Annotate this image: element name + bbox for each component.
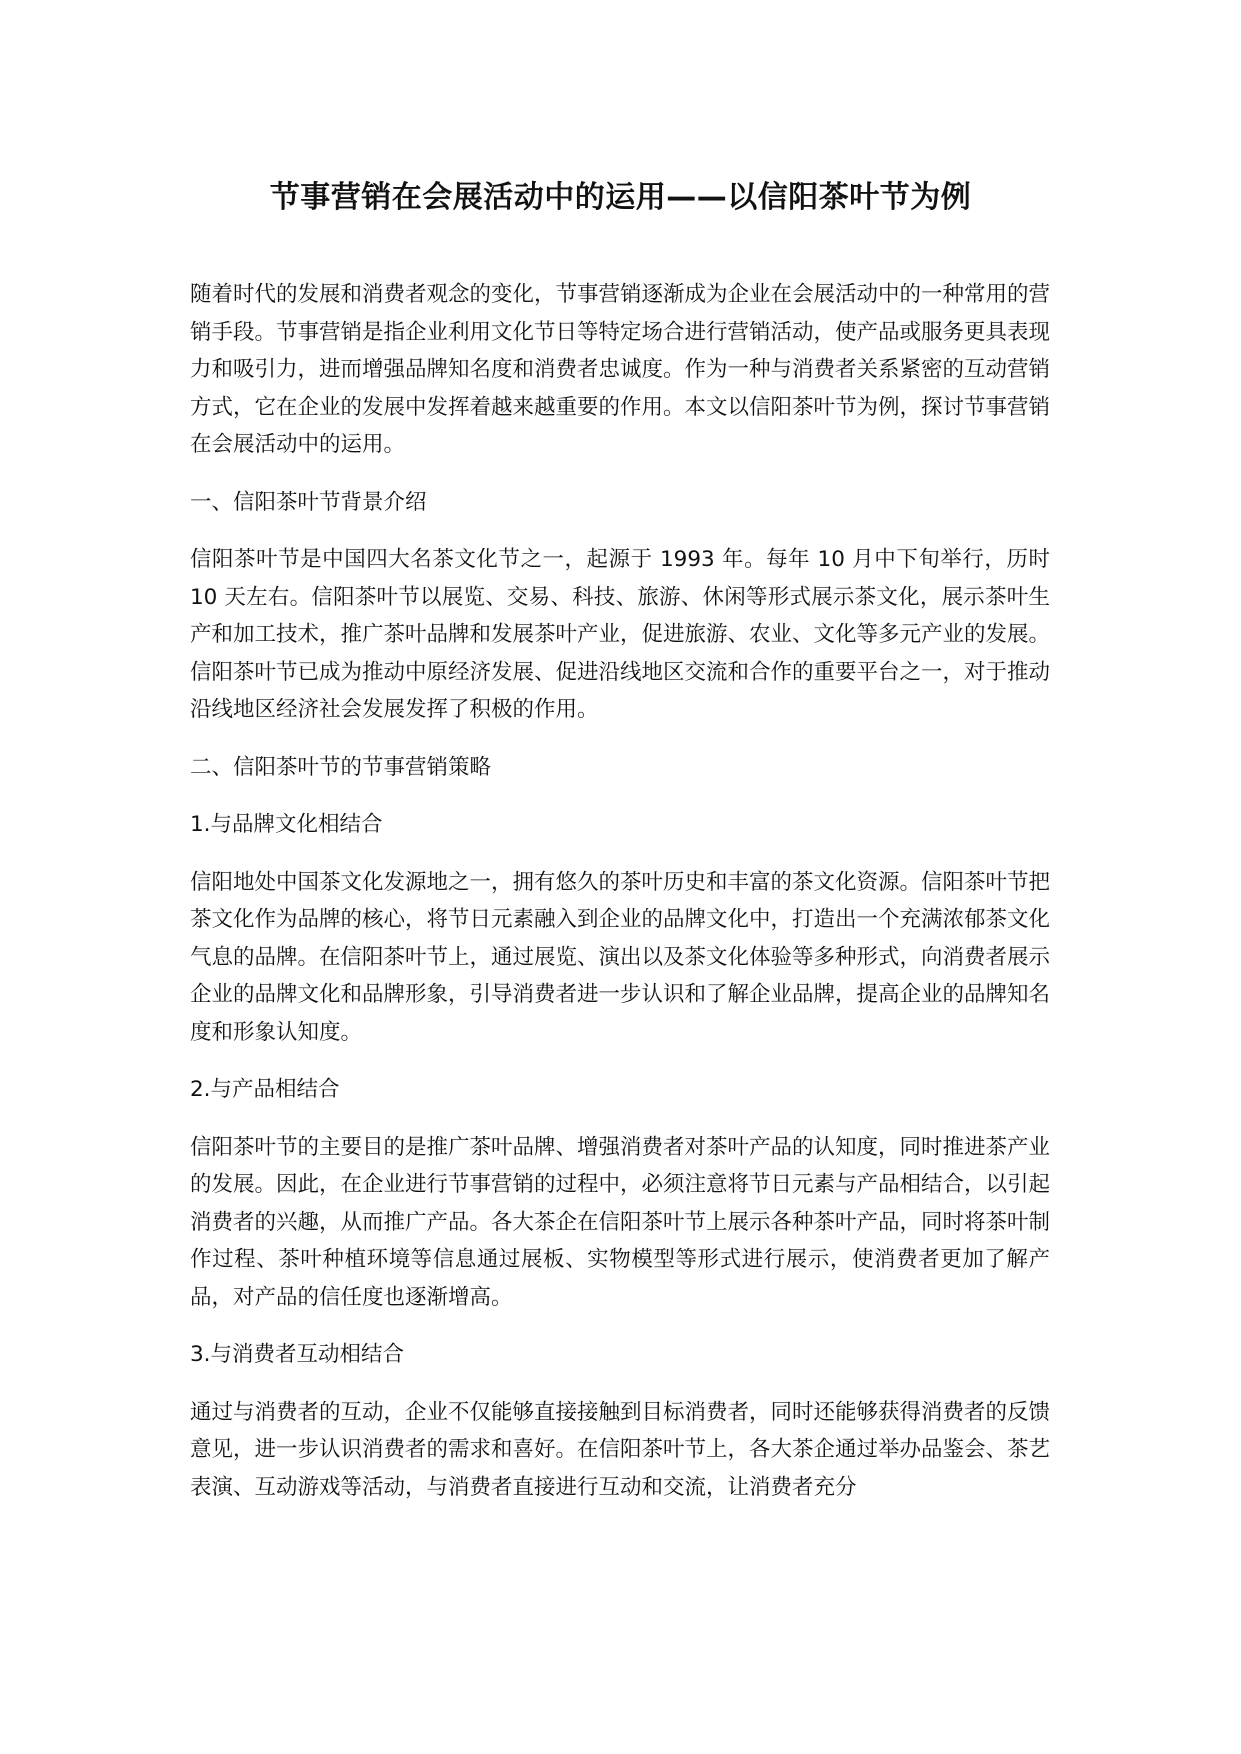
section-heading-strategy: 二、信阳茶叶节的节事营销策略 xyxy=(190,754,492,780)
section-heading-background: 一、信阳茶叶节背景介绍 xyxy=(190,489,427,515)
subheading-brand-culture: 1.与品牌文化相结合 xyxy=(190,812,383,837)
background-paragraph: 信阳茶叶节是中国四大名茶文化节之一，起源于 1993 年。每年 10 月中下旬举行，历时 10 天左右。信阳茶叶节以展览、交易、科技、旅游、休闲等形式展示茶文化，展示茶叶生产和加工技术，推广茶叶品牌和发展茶叶产业，促进旅游、农业、文化等多元产业的发展。信阳茶叶节已成为推动中原经济发展、促进沿线地区交流和合作的重要平台之一，对于推动沿线地区经济社会发展发挥了积极的作用。 xyxy=(190,547,1051,722)
subheading-product: 2.与产品相结合 xyxy=(190,1077,340,1102)
page-title: 节事营销在会展活动中的运用——以信阳茶叶节为例 xyxy=(269,180,972,215)
document-body xyxy=(190,276,1050,1526)
subheading-consumer-interaction: 3.与消费者互动相结合 xyxy=(190,1342,405,1367)
product-paragraph: 信阳茶叶节的主要目的是推广茶叶品牌、增强消费者对茶叶产品的认知度，同时推进茶产业的发展。因此，在企业进行节事营销的过程中，必须注意将节日元素与产品相结合，以引起消费者的兴趣，从而推广产品。各大茶企在信阳茶叶节上展示各种茶叶产品，同时将茶叶制作过程、茶叶种植环境等信息通过展板、实物模型等形式进行展示，使消费者更加了解产品，对产品的信任度也逐渐增高。 xyxy=(190,1134,1051,1310)
intro-paragraph: 随着时代的发展和消费者观念的变化，节事营销逐渐成为企业在会展活动中的一种常用的营销手段。节事营销是指企业利用文化节日等特定场合进行营销活动，使产品或服务更具表现力和吸引力，进而增强品牌知名度和消费者忠诚度。作为一种与消费者关系紧密的互动营销方式，它在企业的发展中发挥着越来越重要的作用。本文以信阳茶叶节为例，探讨节事营销在会展活动中的运用。 xyxy=(190,282,1051,457)
consumer-interaction-paragraph: 通过与消费者的互动，企业不仅能够直接接触到目标消费者，同时还能够获得消费者的反馈意见，进一步认识消费者的需求和喜好。在信阳茶叶节上，各大茶企通过举办品鉴会、茶艺表演、互动游戏等活动，与消费者直接进行互动和交流，让消费者充分 xyxy=(190,1399,1051,1500)
brand-culture-paragraph: 信阳地处中国茶文化发源地之一，拥有悠久的茶叶历史和丰富的茶文化资源。信阳茶叶节把茶文化作为品牌的核心，将节日元素融入到企业的品牌文化中，打造出一个充满浓郁茶文化气息的品牌。在信阳茶叶节上，通过展览、演出以及茶文化体验等多种形式，向消费者展示企业的品牌文化和品牌形象，引导消费者进一步认识和了解企业品牌，提高企业的品牌知名度和形象认知度。 xyxy=(190,869,1051,1045)
